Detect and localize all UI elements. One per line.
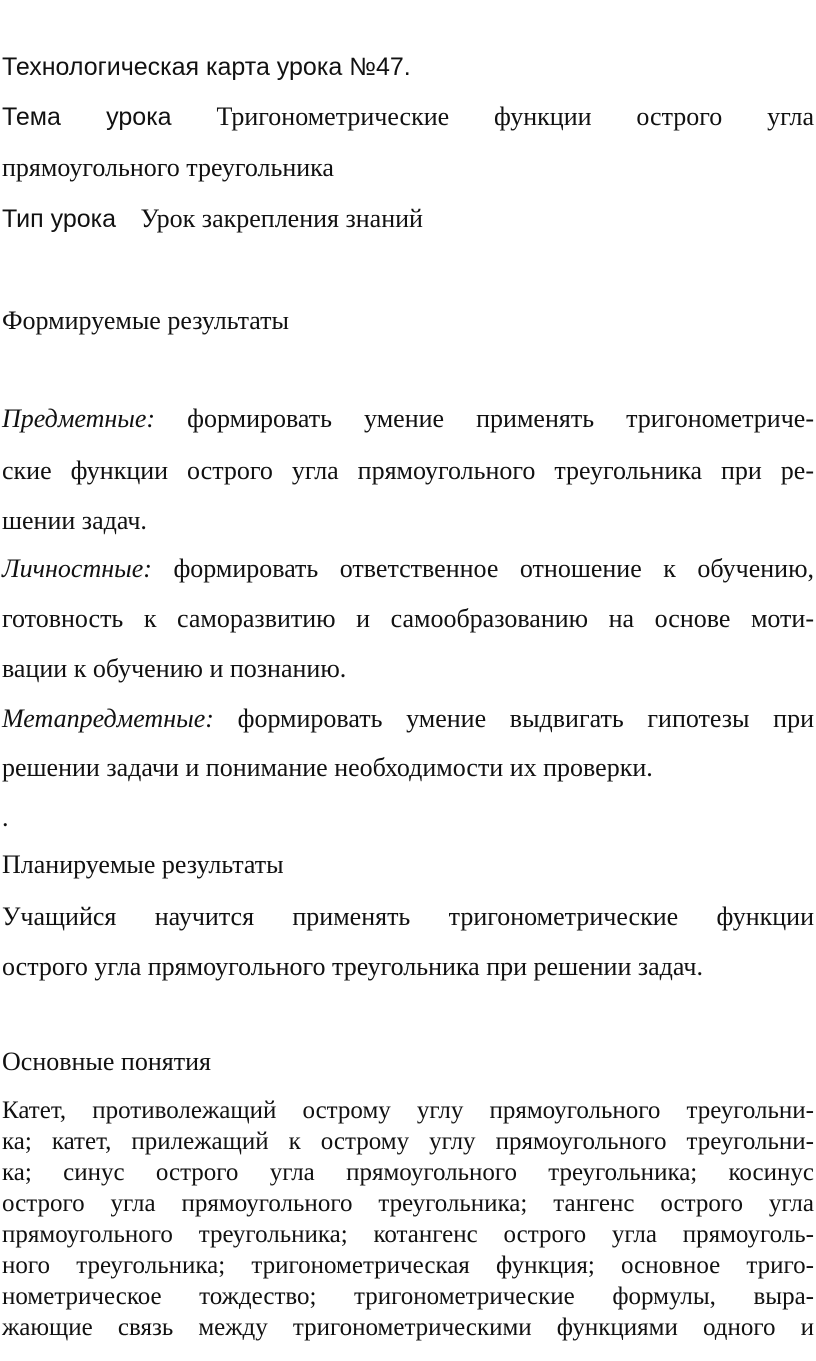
type-value: Урок закрепления знаний [140, 204, 423, 233]
topic-label: Тема урока [2, 103, 172, 131]
concepts-heading: Основные понятия [2, 1047, 211, 1076]
subject-label: Предметные: [2, 404, 156, 433]
personal-text: формировать ответственное отношение к обучению, [173, 554, 814, 583]
topic-value: Тригонометрические функции острого угла [216, 102, 815, 131]
concepts-line: прямоугольного треугольника; котангенс острого угла прямоуголь- [2, 1221, 814, 1248]
subject-text-continued: ские функции острого угла прямоугольного треугольника при ре- [2, 456, 814, 485]
separator-dot: . [2, 803, 9, 832]
concepts-line: жающие связь между тригонометрическими функциями одного и [2, 1314, 814, 1341]
personal-results [2, 552, 814, 586]
meta-text-end: решении задачи и понимание необходимости их проверки. [2, 753, 653, 782]
meta-results [2, 702, 814, 736]
topic-line [2, 100, 814, 134]
meta-text: формировать умение выдвигать гипотезы при [237, 704, 815, 733]
personal-label: Личностные: [2, 554, 152, 583]
concepts-line: Катет, противолежащий острому углу прямоугольного треугольни- [2, 1097, 814, 1124]
type-label: Тип урока [2, 205, 117, 233]
planned-text-end: острого угла прямоугольного треугольника при решении задач. [2, 952, 703, 981]
personal-text-end: вации к обучению и познанию. [2, 654, 347, 683]
concepts-line: ка; синус острого угла прямоугольного треугольника; косинус [2, 1159, 814, 1186]
topic-value-continued: прямоугольного треугольника [2, 153, 334, 182]
lesson-title: Технологическая карта урока №47. [2, 53, 411, 81]
type-line [2, 202, 814, 236]
personal-text-continued: готовность к саморазвитию и самообразованию на основе моти- [2, 604, 814, 633]
concepts-line: ного треугольника; тригонометрическая функция; основное триго- [2, 1252, 814, 1279]
subject-results [2, 402, 814, 436]
planned-text: Учащийся научится применять тригонометрические функции [2, 902, 814, 931]
concepts-line: острого угла прямоугольного треугольника; тангенс острого угла [2, 1190, 814, 1217]
results-heading: Формируемые результаты [2, 306, 289, 335]
subject-text: формировать умение применять тригонометриче- [187, 404, 814, 433]
concepts-line: ка; катет, прилежащий к острому углу прямоугольного треугольни- [2, 1128, 814, 1155]
concepts-line: нометрическое тождество; тригонометрические формулы, выра- [2, 1283, 814, 1310]
subject-text-end: шении задач. [2, 506, 147, 535]
meta-label: Метапредметные: [2, 704, 214, 733]
planned-heading: Планируемые результаты [2, 850, 284, 879]
